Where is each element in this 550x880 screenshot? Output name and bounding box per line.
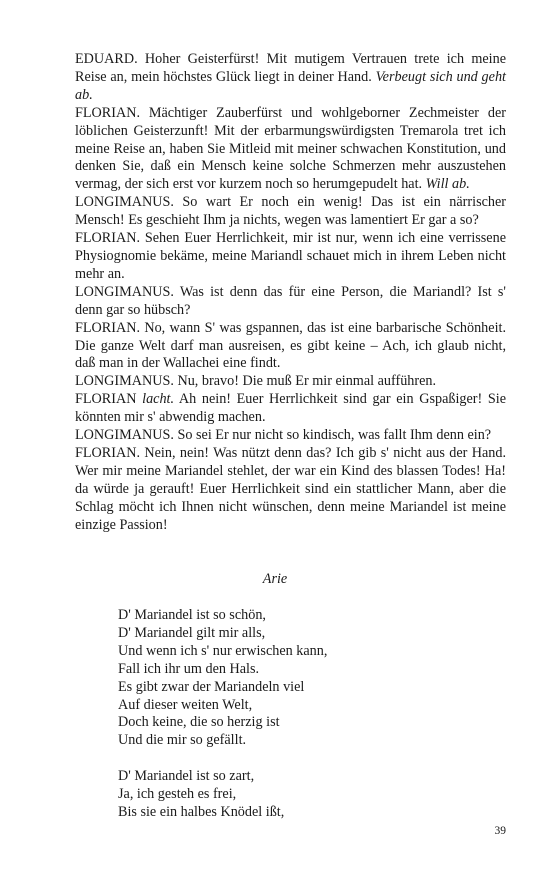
song-stanza	[118, 607, 327, 750]
song-stanza	[118, 768, 327, 822]
song-title: Arie	[262, 571, 288, 587]
verse-line: Es gibt zwar der Mariandeln viel	[118, 678, 305, 695]
verse-line: D' Mariandel ist so zart,	[118, 768, 255, 785]
verse-line: Und wenn ich s' nur erwischen kann,	[118, 642, 328, 659]
verse-line: Fall ich ihr um den Hals.	[118, 660, 260, 677]
dialogue-paragraph	[75, 230, 506, 284]
dialogue-paragraph	[75, 391, 506, 427]
verse-line: D' Mariandel ist so schön,	[118, 607, 266, 623]
dialogue-paragraph	[75, 51, 506, 105]
dialogue-text-run: EDUARD. Hoher Geisterfürst! Mit mutigem Vertrauen trete ich meine Reise an, mein höchstes Glück liegt in deiner Hand.	[75, 51, 506, 85]
dialogue-text-run: LONGIMANUS. So wart Er noch ein wenig! Das ist ein närrischer Mensch! Es geschieht Ihm ja nichts, wegen was lamentiert Er gar a so?	[75, 194, 506, 229]
dialogue-text-run: FLORIAN	[75, 391, 143, 408]
dialogue-paragraph	[75, 284, 506, 320]
stage-direction: Verbeugt sich und geht ab.	[75, 68, 506, 103]
page-number: 39	[494, 825, 506, 837]
verse-line: Ja, ich gesteh es frei,	[118, 786, 237, 803]
dialogue-text-run: FLORIAN. Mächtiger Zauberfürst und wohlgeborner Zechmeister der löblichen Geisterzunft! Mit der erbarmungswürdigsten Tremarola tret ich meine Reise an, haben Sie Mitleid mit meiner schwachen Konstitution, und denken Sie, daß ein Mensch keine solche Schmerzen mehr auszustehen vermag, der sich erst vor kurzem noch so herumgepudelt hat.	[75, 104, 506, 193]
dialogue-text	[75, 51, 506, 534]
dialogue-text-run: LONGIMANUS. Nu, bravo! Die muß Er mir einmal aufführen.	[75, 373, 437, 390]
stage-direction: Will ab.	[425, 176, 470, 193]
dialogue-paragraph	[75, 194, 506, 230]
dialogue-text-run: FLORIAN. No, wann S' was gspannen, das ist eine barbarische Schönheit. Die ganze Welt darf man ausreisen, es gibt keine – Ach, ich glaub nicht, daß man in der Wallachei eine findt.	[75, 319, 506, 372]
dialogue-text-run: LONGIMANUS. Was ist denn das für eine Person, die Mariandl? Ist s' denn gar so hübsch?	[75, 283, 506, 318]
dialogue-paragraph	[75, 320, 506, 374]
dialogue-text-run: FLORIAN. Nein, nein! Was nützt denn das? Ich gib s' nicht aus der Hand. Wer mir meine Mariandel stehlet, der war ein Kind des blassen Todes! Ha! da würde ja gerauft! Euer Herrlichkeit sind ein stattlicher Mann, aber die Schlag möcht ich Ihnen nicht wünschen, denn meine Mariandel ist meine einzige Passion!	[75, 444, 506, 533]
verse-line: Doch keine, die so herzig ist	[118, 714, 280, 731]
verse-line: D' Mariandel gilt mir alls,	[118, 624, 266, 641]
dialogue-text-run: LONGIMANUS. So sei Er nur nicht so kindisch, was fallt Ihm denn ein?	[75, 427, 492, 444]
verse-line: Bis sie ein halbes Knödel ißt,	[118, 803, 285, 820]
dialogue-text-run: Ah nein! Euer Herrlichkeit sind gar ein Gspaßiger! Sie könnten mir s' abwendig machen.	[75, 391, 507, 426]
song-verse	[118, 607, 327, 822]
verse-line: Auf dieser weiten Welt,	[118, 696, 253, 713]
dialogue-paragraph	[75, 105, 506, 195]
dialogue-paragraph	[75, 427, 506, 445]
verse-line: Und die mir so gefällt.	[118, 732, 247, 749]
dialogue-paragraph	[75, 445, 506, 535]
dialogue-text-run: FLORIAN. Sehen Euer Herrlichkeit, mir ist nur, wenn ich eine verrissene Physiognomie bekäme, meine Mariandl schauet mich in ihrem Leben nicht mehr an.	[75, 230, 506, 282]
stage-direction: lacht.	[142, 391, 175, 408]
dialogue-paragraph	[75, 373, 506, 391]
